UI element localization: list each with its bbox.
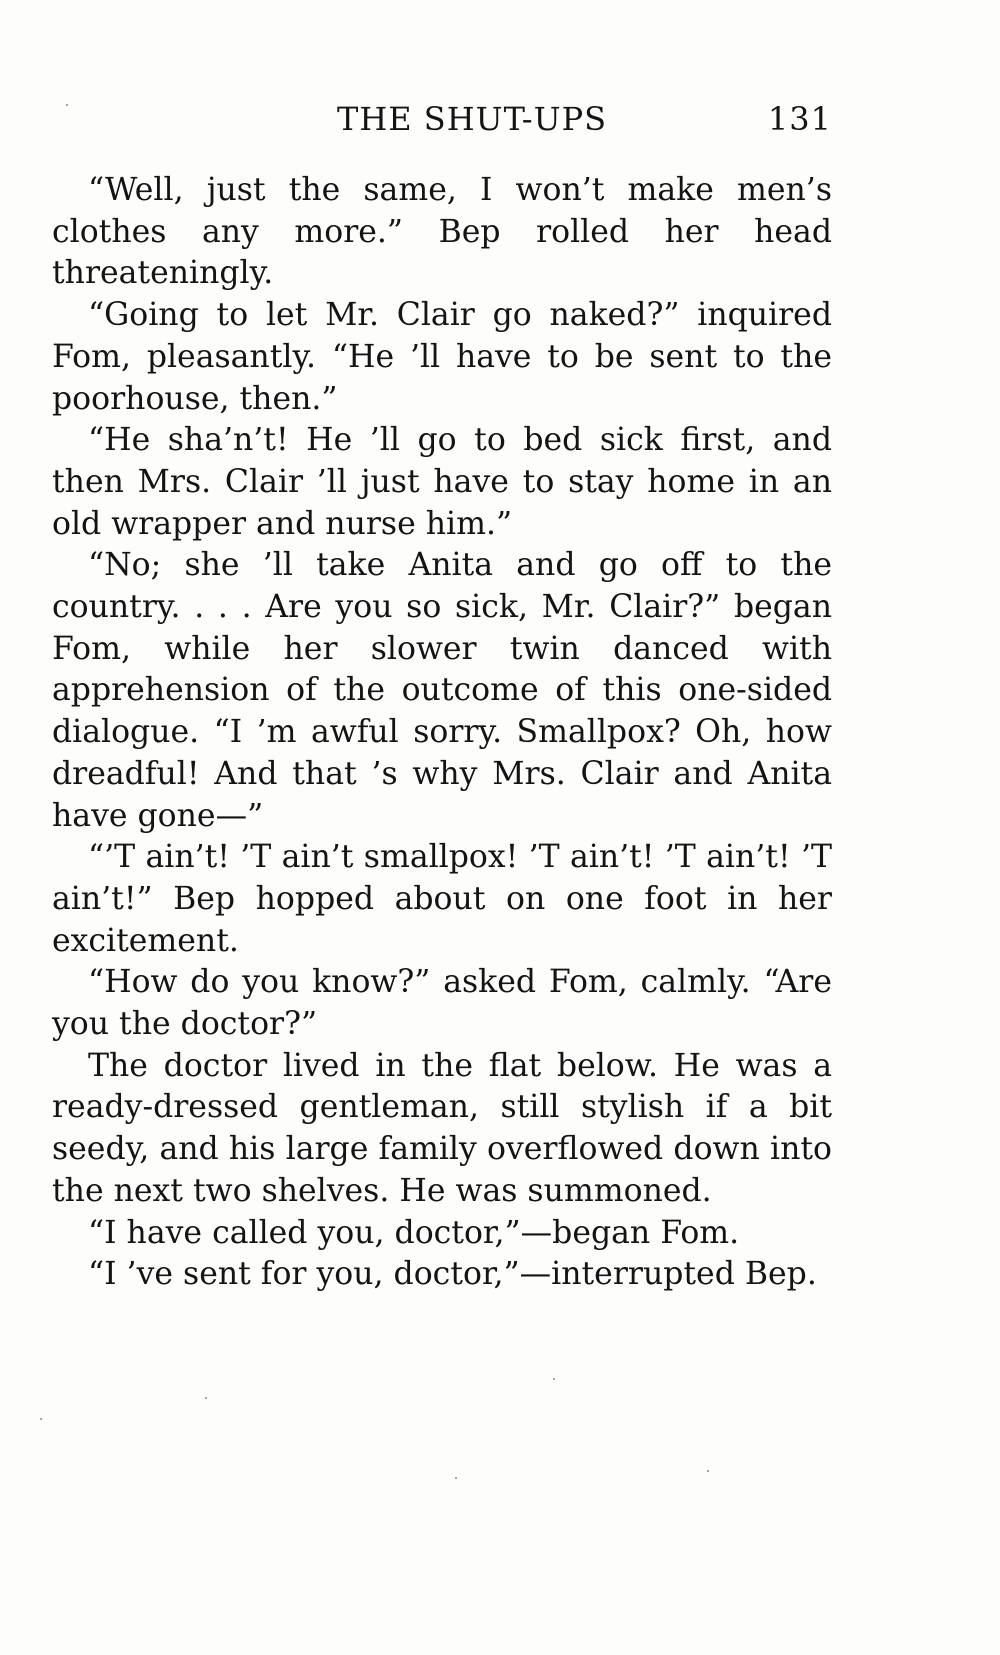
scan-speck: [66, 104, 68, 106]
paragraph: “How do you know?” asked Fom, calmly. “Are you the doctor?”: [52, 964, 832, 1043]
scan-speck: [205, 1397, 207, 1399]
page-number: 131: [767, 100, 832, 138]
paragraph: “’T ain’t! ’T ain’t smallpox! ’T ain’t! ’T ain’t! ’T ain’t!” Bep hopped about on one foot in her excitement.: [52, 839, 832, 959]
paragraph: “Well, just the same, I won’t make men’s clothes any more.” Bep rolled her head threateningly.: [52, 172, 832, 292]
scan-speck: [40, 1418, 42, 1420]
paragraph: The doctor lived in the flat below. He was a ready-dressed gentleman, still stylish if a bit seedy, and his large family overflowed down into the next two shelves. He was summoned.: [52, 1047, 832, 1209]
body-text: [52, 170, 832, 1296]
scan-speck: [455, 1477, 457, 1479]
scan-speck: [707, 1470, 709, 1472]
paragraph: “Going to let Mr. Clair go naked?” inquired Fom, pleasantly. “He ’ll have to be sent to the poorhouse, then.”: [52, 297, 832, 417]
running-title: THE SHUT-UPS: [336, 100, 608, 138]
paragraph: “He sha’n’t! He ’ll go to bed sick first, and then Mrs. Clair ’ll just have to stay home in an old wrapper and nurse him.”: [52, 422, 832, 542]
scan-speck: [553, 1378, 555, 1380]
paragraph: “I ’ve sent for you, doctor,”—interrupted Bep.: [88, 1256, 817, 1293]
paragraph: “No; she ’ll take Anita and go off to the country. . . . Are you so sick, Mr. Clair?” began Fom, while her slower twin danced with apprehension of the outcome of this one-sided dialogue. “I ’m awful sorry. Smallpox? Oh, how dreadful! And that ’s why Mrs. Clair and Anita have gone—”: [52, 547, 832, 834]
paragraph: “I have called you, doctor,”—began Fom.: [88, 1214, 740, 1251]
running-head: [52, 100, 832, 150]
